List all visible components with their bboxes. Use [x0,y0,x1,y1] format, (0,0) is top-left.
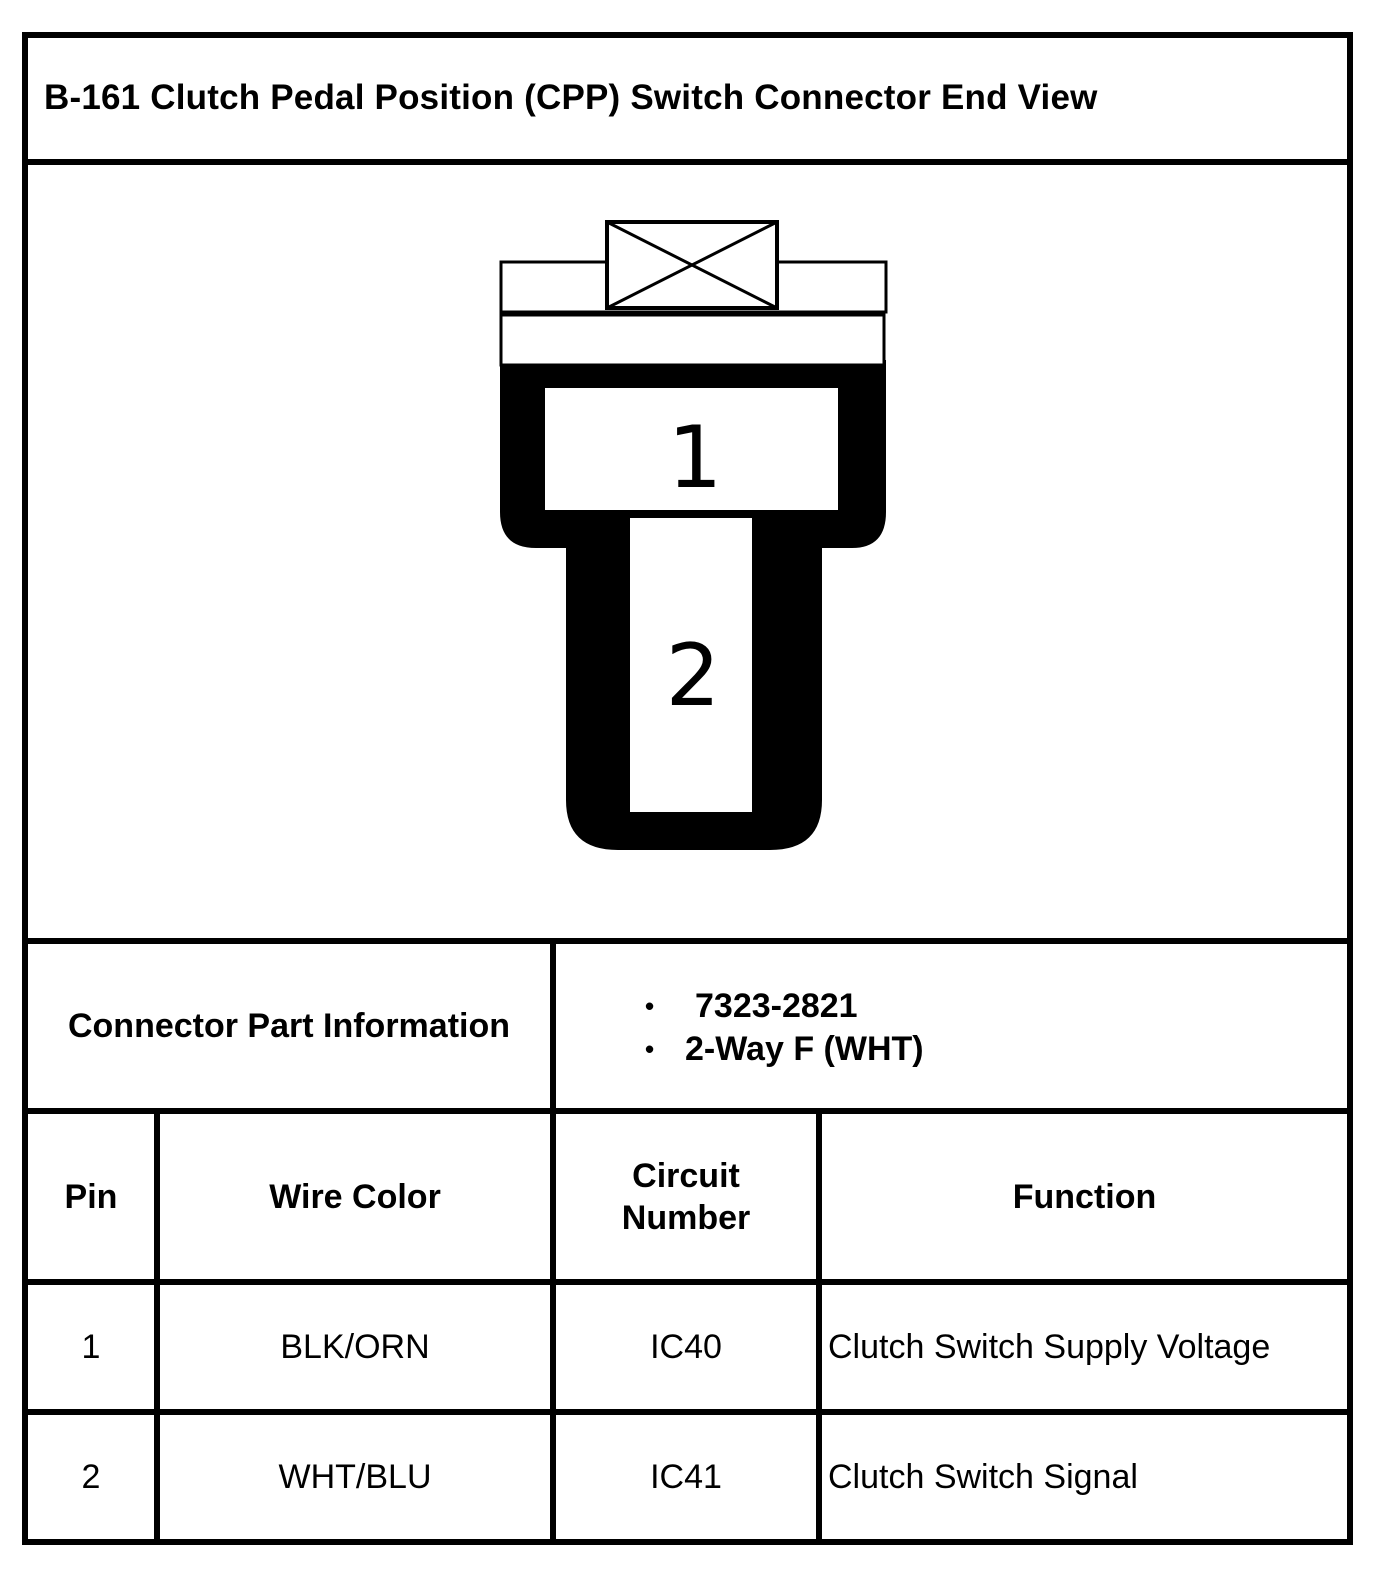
row-1-pin: 1 [81,1327,101,1366]
row-2-pin: 2 [81,1457,101,1496]
part-info-label: Connector Part Information [67,1006,511,1045]
part-info-item [645,985,924,1028]
divider-part-info-col [550,938,556,1114]
bullet-icon: • [645,1034,655,1064]
header-circuit-line2: Number [621,1198,751,1237]
row-1-wire-color: BLK/ORN [280,1327,430,1366]
connector-lower-plate [501,315,884,365]
page-title: B-161 Clutch Pedal Position (CPP) Switch Connector End View [44,78,1098,117]
header-wire-color: Wire Color [269,1177,441,1216]
header-pin: Pin [64,1177,118,1216]
header-circuit-line1: Circuit [632,1156,740,1195]
row-1-circuit: IC40 [650,1327,722,1366]
part-info-list [645,985,924,1071]
row-2-wire-color: WHT/BLU [278,1457,432,1496]
connector-description: 2-Way F (WHT) [685,1030,924,1068]
header-circuit-number [556,1114,816,1279]
header-function: Function [1012,1177,1157,1216]
pin-label-2: 2 [665,626,721,726]
part-info-item [645,1028,924,1071]
row-2-function: Clutch Switch Signal [828,1457,1138,1496]
bullet-icon: • [645,991,655,1021]
row-2-circuit: IC41 [650,1457,722,1496]
pin-label-1: 1 [667,408,723,508]
row-1-function: Clutch Switch Supply Voltage [828,1327,1271,1366]
part-number: 7323-2821 [695,987,858,1025]
